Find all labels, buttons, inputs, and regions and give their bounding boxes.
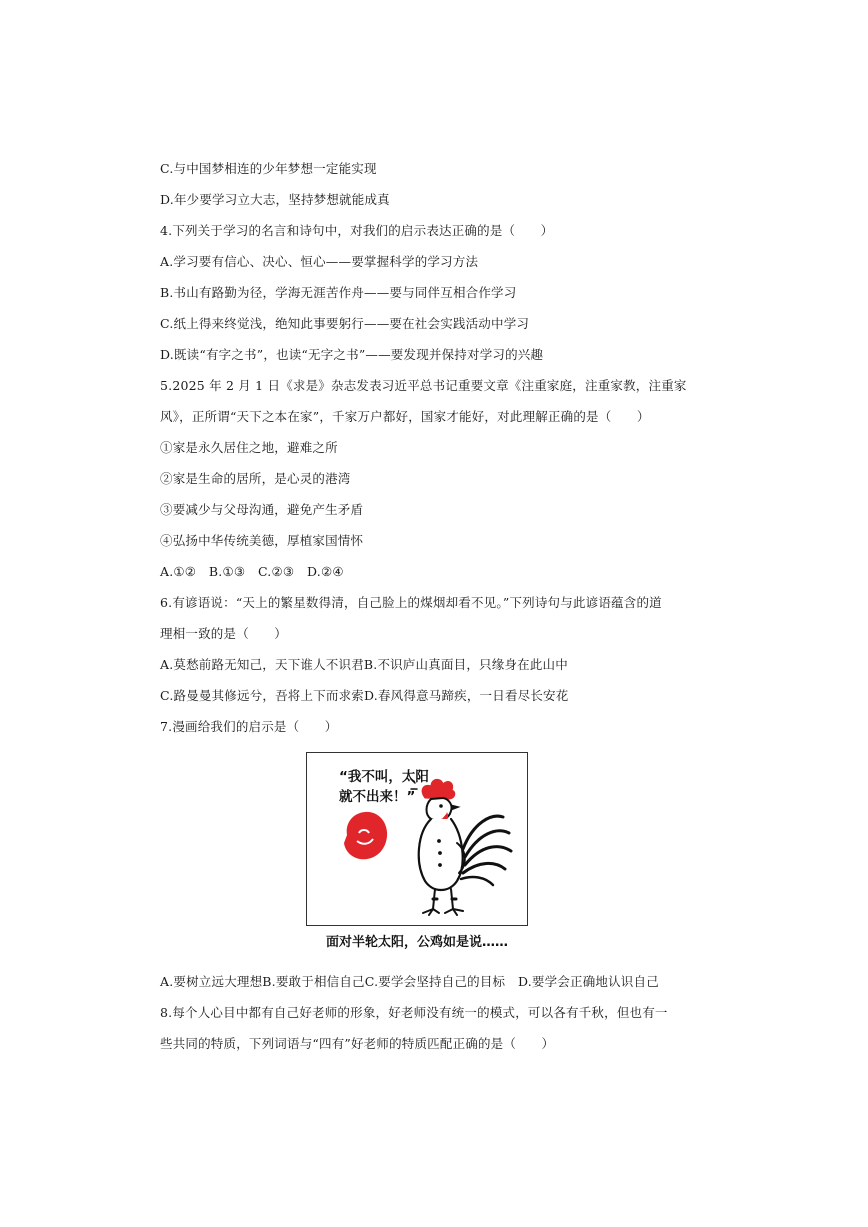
statement-3: ③要减少与父母沟通，避免产生矛盾 [160, 502, 364, 517]
speech-bubble-text [339, 767, 429, 807]
option-4c: C.纸上得来终觉浅，绝知此事要躬行——要在社会实践活动中学习 [160, 316, 530, 331]
question-4: 4.下列关于学习的名言和诗句中，对我们的启示表达正确的是（ ） [160, 223, 554, 238]
options-7: A.要树立远大理想B.要敢于相信自己C.要学会坚持自己的目标 D.要学会正确地认识自己 [160, 974, 659, 989]
statement-2: ②家是生命的居所，是心灵的港湾 [160, 471, 351, 486]
options-6-cd: C.路曼曼其修远兮，吾将上下而求索D.春风得意马蹄疾，一日看尽长安花 [160, 688, 569, 703]
question-8-line1: 8.每个人心目中都有自己好老师的形象，好老师没有统一的模式，可以各有千秋，但也有一 [160, 1005, 668, 1020]
question-6-line2: 理相一致的是（ ） [160, 626, 288, 641]
options-6-ab: A.莫愁前路无知己，天下谁人不识君B.不识庐山真面目，只缘身在此山中 [160, 657, 568, 672]
question-5-line2: 风》，正所谓“天下之本在家”，千家万户都好，国家才能好，对此理解正确的是（ ） [160, 409, 650, 424]
rooster-cartoon [306, 752, 528, 926]
speech-line-2: 就不出来！” [339, 789, 416, 805]
speech-line-1: “我不叫，太阳 [339, 769, 429, 785]
question-8-line2: 些共同的特质，下列词语与“四有”好老师的特质匹配正确的是（ ） [160, 1036, 555, 1051]
option-3c: C.与中国梦相连的少年梦想一定能实现 [160, 161, 377, 176]
option-4b: B.书山有路勤为径，学海无涯苦作舟——要与同伴互相合作学习 [160, 285, 517, 300]
question-5-line1: 5.2025 年 2 月 1 日《求是》杂志发表习近平总书记重要文章《注重家庭，注重家教，注重家 [160, 378, 687, 393]
option-4d: D.既读“有字之书”，也读“无字之书”——要发现并保持对学习的兴趣 [160, 347, 544, 362]
statement-4: ④弘扬中华传统美德，厚植家国情怀 [160, 533, 364, 548]
sun-icon [344, 812, 387, 859]
options-5: A.①② B.①③ C.②③ D.②④ [160, 564, 344, 579]
option-3d: D.年少要学习立大志，坚持梦想就能成真 [160, 192, 390, 207]
option-4a: A.学习要有信心、决心、恒心——要掌握科学的学习方法 [160, 254, 479, 269]
statement-1: ①家是永久居住之地，避难之所 [160, 440, 338, 455]
cartoon-caption: 面对半轮太阳，公鸡如是说…… [325, 935, 508, 950]
question-7: 7.漫画给我们的启示是（ ） [160, 719, 338, 734]
question-6-line1: 6.有谚语说：“天上的繁星数得清，自己脸上的煤烟却看不见。”下列诗句与此谚语蕴含的道 [160, 595, 662, 610]
